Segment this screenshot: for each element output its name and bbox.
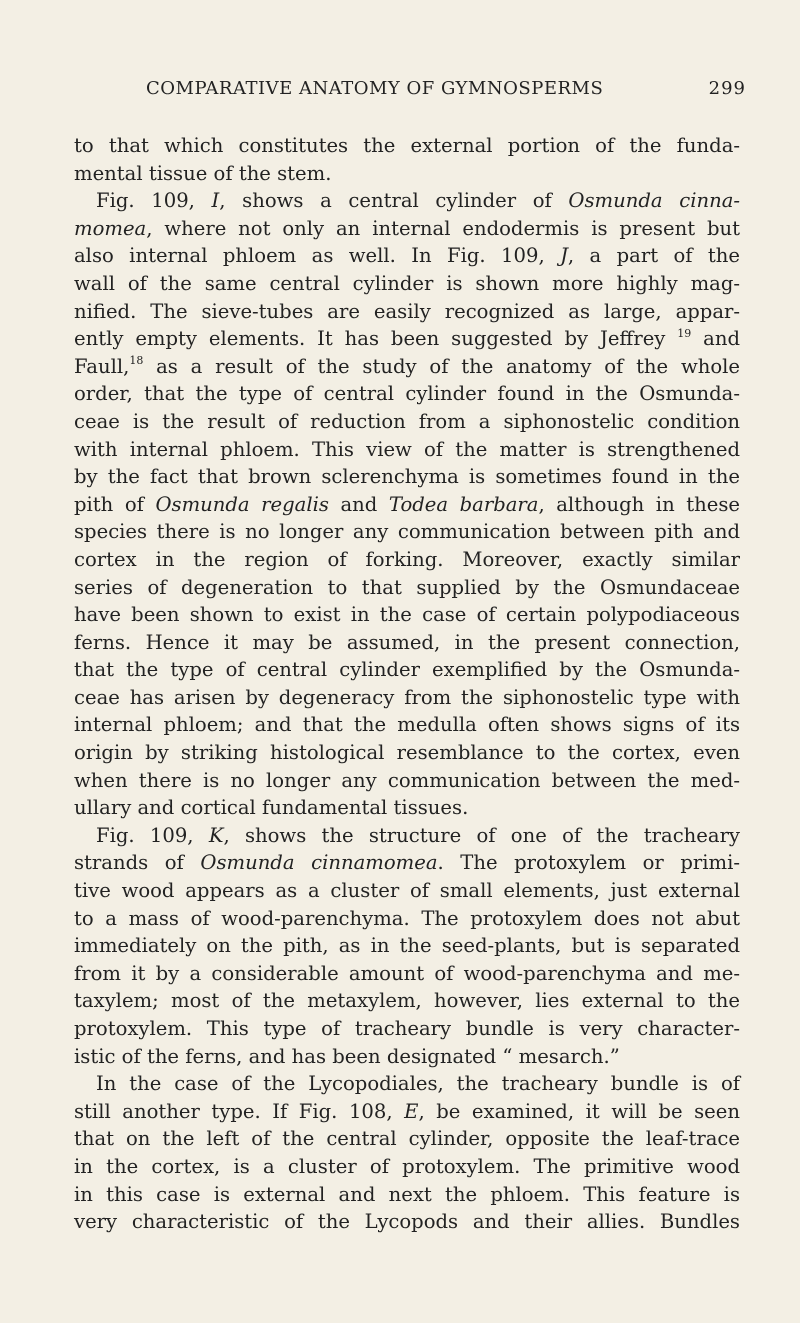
text-line: when there is no longer any communication between the med- xyxy=(74,768,740,792)
text-line: species there is no longer any communication between pith and xyxy=(74,520,740,544)
text-line: also internal phloem as well. In Fig. 109, J, a part of the xyxy=(74,244,740,268)
text-line: In the case of the Lycopodiales, the tracheary bundle is of xyxy=(96,1072,740,1096)
text-line: in the cortex, is a cluster of protoxylem. The primitive wood xyxy=(74,1154,740,1178)
text-line: by the fact that brown sclerenchyma is sometimes found in the xyxy=(74,465,740,489)
running-title: COMPARATIVE ANATOMY OF GYMNOSPERMS xyxy=(146,78,604,99)
text-line: very characteristic of the Lycopods and their allies. Bundles xyxy=(74,1210,740,1234)
text-line: order, that the type of central cylinder found in the Osmunda- xyxy=(74,382,740,406)
text-line: ceae has arisen by degeneracy from the siphonostelic type with xyxy=(74,685,740,709)
text-line: from it by a considerable amount of wood-parenchyma and me- xyxy=(74,961,740,985)
text-line: ently empty elements. It has been suggested by Jeffrey $^{19}$ and xyxy=(74,326,740,351)
text-line: that the type of central cylinder exemplified by the Osmunda- xyxy=(74,658,740,682)
text-line: ceae is the result of reduction from a siphonostelic condition xyxy=(74,409,740,433)
text-line: to that which constitutes the external portion of the funda- xyxy=(74,134,740,157)
text-line: momea, where not only an internal endodermis is present but xyxy=(74,216,740,240)
text-line: origin by striking histological resemblance to the cortex, even xyxy=(74,741,740,765)
text-line: Faull,$^{18}$ as a result of the study of the anatomy of the whole xyxy=(74,354,740,378)
text-line: have been shown to exist in the case of certain polypodiaceous xyxy=(74,603,740,627)
text-line: mental tissue of the stem. xyxy=(74,161,332,185)
text-line: ullary and cortical fundamental tissues. xyxy=(74,796,469,820)
text-line: that on the left of the central cylinder, opposite the leaf-trace xyxy=(74,1127,740,1151)
running-header xyxy=(70,78,746,108)
text-line: internal phloem; and that the medulla often shows signs of its xyxy=(74,713,740,737)
text-line: immediately on the pith, as in the seed-plants, but is separated xyxy=(74,934,740,958)
page-number: 299 xyxy=(708,78,746,99)
text-line: in this case is external and next the phloem. This feature is xyxy=(74,1182,740,1206)
text-line: pith of Osmunda regalis and Todea barbara, although in these xyxy=(74,492,740,516)
text-line: to a mass of wood-parenchyma. The protoxylem does not abut xyxy=(74,906,740,930)
text-line: strands of Osmunda cinnamomea. The protoxylem or primi- xyxy=(74,851,740,875)
text-line: protoxylem. This type of tracheary bundle is very character- xyxy=(74,1017,740,1040)
text-line: Fig. 109, K, shows the structure of one of the tracheary xyxy=(96,823,740,847)
body-text xyxy=(74,132,740,1236)
text-line: istic of the ferns, and has been designated “ mesarch.” xyxy=(74,1044,620,1068)
text-line: ferns. Hence it may be assumed, in the present connection, xyxy=(74,630,740,654)
text-line: cortex in the region of forking. Moreover, exactly similar xyxy=(74,547,740,571)
text-line: series of degeneration to that supplied by the Osmundaceae xyxy=(74,575,740,599)
text-line: with internal phloem. This view of the matter is strengthened xyxy=(74,437,740,461)
text-line: nified. The sieve-tubes are easily recognized as large, appar- xyxy=(74,299,740,323)
text-line: tive wood appears as a cluster of small elements, just external xyxy=(74,879,740,903)
text-line: still another type. If Fig. 108, E, be examined, it will be seen xyxy=(74,1099,740,1123)
text-line: wall of the same central cylinder is shown more highly mag- xyxy=(74,271,740,295)
text-line: taxylem; most of the metaxylem, however, lies external to the xyxy=(74,989,740,1013)
text-line: Fig. 109, I, shows a central cylinder of Osmunda cinna- xyxy=(96,189,740,213)
